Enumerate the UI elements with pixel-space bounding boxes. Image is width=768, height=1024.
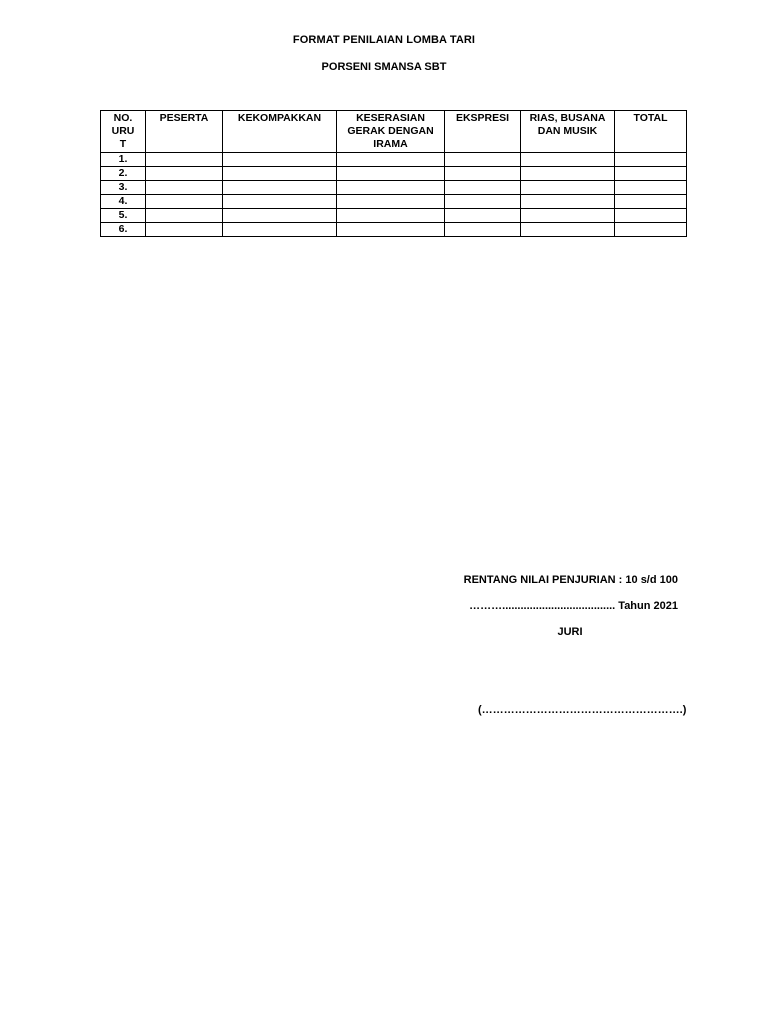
cell-rias[interactable] bbox=[521, 181, 615, 195]
cell-peserta[interactable] bbox=[146, 153, 223, 167]
cell-kekompakkan[interactable] bbox=[223, 223, 337, 237]
cell-ekspresi[interactable] bbox=[445, 223, 521, 237]
row-number: 1. bbox=[101, 153, 146, 167]
table-row bbox=[101, 195, 687, 209]
cell-rias[interactable] bbox=[521, 167, 615, 181]
cell-total[interactable] bbox=[615, 167, 687, 181]
cell-peserta[interactable] bbox=[146, 195, 223, 209]
cell-total[interactable] bbox=[615, 181, 687, 195]
cell-kekompakkan[interactable] bbox=[223, 181, 337, 195]
row-number: 4. bbox=[101, 195, 146, 209]
cell-ekspresi[interactable] bbox=[445, 153, 521, 167]
cell-rias[interactable] bbox=[521, 153, 615, 167]
header-no: NO. URU T bbox=[101, 111, 146, 153]
cell-peserta[interactable] bbox=[146, 167, 223, 181]
score-range-note: RENTANG NILAI PENJURIAN : 10 s/d 100 bbox=[463, 574, 678, 586]
cell-keserasian[interactable] bbox=[337, 209, 445, 223]
cell-total[interactable] bbox=[615, 223, 687, 237]
header-ekspresi: EKSPRESI bbox=[445, 111, 521, 153]
cell-peserta[interactable] bbox=[146, 181, 223, 195]
table-row bbox=[101, 153, 687, 167]
header-peserta: PESERTA bbox=[146, 111, 223, 153]
cell-ekspresi[interactable] bbox=[445, 167, 521, 181]
cell-ekspresi[interactable] bbox=[445, 181, 521, 195]
table-row bbox=[101, 181, 687, 195]
cell-keserasian[interactable] bbox=[337, 181, 445, 195]
cell-rias[interactable] bbox=[521, 195, 615, 209]
cell-kekompakkan[interactable] bbox=[223, 195, 337, 209]
cell-keserasian[interactable] bbox=[337, 167, 445, 181]
cell-peserta[interactable] bbox=[146, 209, 223, 223]
table-body bbox=[101, 153, 687, 237]
cell-kekompakkan[interactable] bbox=[223, 153, 337, 167]
cell-kekompakkan[interactable] bbox=[223, 167, 337, 181]
row-number: 2. bbox=[101, 167, 146, 181]
juri-label: JURI bbox=[557, 626, 583, 638]
score-table bbox=[100, 110, 687, 237]
cell-total[interactable] bbox=[615, 195, 687, 209]
page-title: FORMAT PENILAIAN LOMBA TARI bbox=[292, 34, 476, 46]
cell-rias[interactable] bbox=[521, 209, 615, 223]
header-total: TOTAL bbox=[615, 111, 687, 153]
table-header-row bbox=[101, 111, 687, 153]
header-rias: RIAS, BUSANA DAN MUSIK bbox=[521, 111, 615, 153]
cell-ekspresi[interactable] bbox=[445, 209, 521, 223]
cell-total[interactable] bbox=[615, 153, 687, 167]
header-kekompakkan: KEKOMPAKKAN bbox=[223, 111, 337, 153]
row-number: 3. bbox=[101, 181, 146, 195]
cell-kekompakkan[interactable] bbox=[223, 209, 337, 223]
signature-placeholder: (……………………………………………….) bbox=[478, 704, 687, 716]
header-keserasian: KESERASIAN GERAK DENGAN IRAMA bbox=[337, 111, 445, 153]
cell-keserasian[interactable] bbox=[337, 195, 445, 209]
cell-total[interactable] bbox=[615, 209, 687, 223]
cell-keserasian[interactable] bbox=[337, 223, 445, 237]
cell-ekspresi[interactable] bbox=[445, 195, 521, 209]
cell-rias[interactable] bbox=[521, 223, 615, 237]
table-row bbox=[101, 209, 687, 223]
cell-keserasian[interactable] bbox=[337, 153, 445, 167]
cell-peserta[interactable] bbox=[146, 223, 223, 237]
date-line: ………..................................... Tahun 2021 bbox=[469, 600, 678, 612]
table-row bbox=[101, 167, 687, 181]
row-number: 5. bbox=[101, 209, 146, 223]
page-subtitle: PORSENI SMANSA SBT bbox=[321, 61, 447, 73]
row-number: 6. bbox=[101, 223, 146, 237]
table-row bbox=[101, 223, 687, 237]
